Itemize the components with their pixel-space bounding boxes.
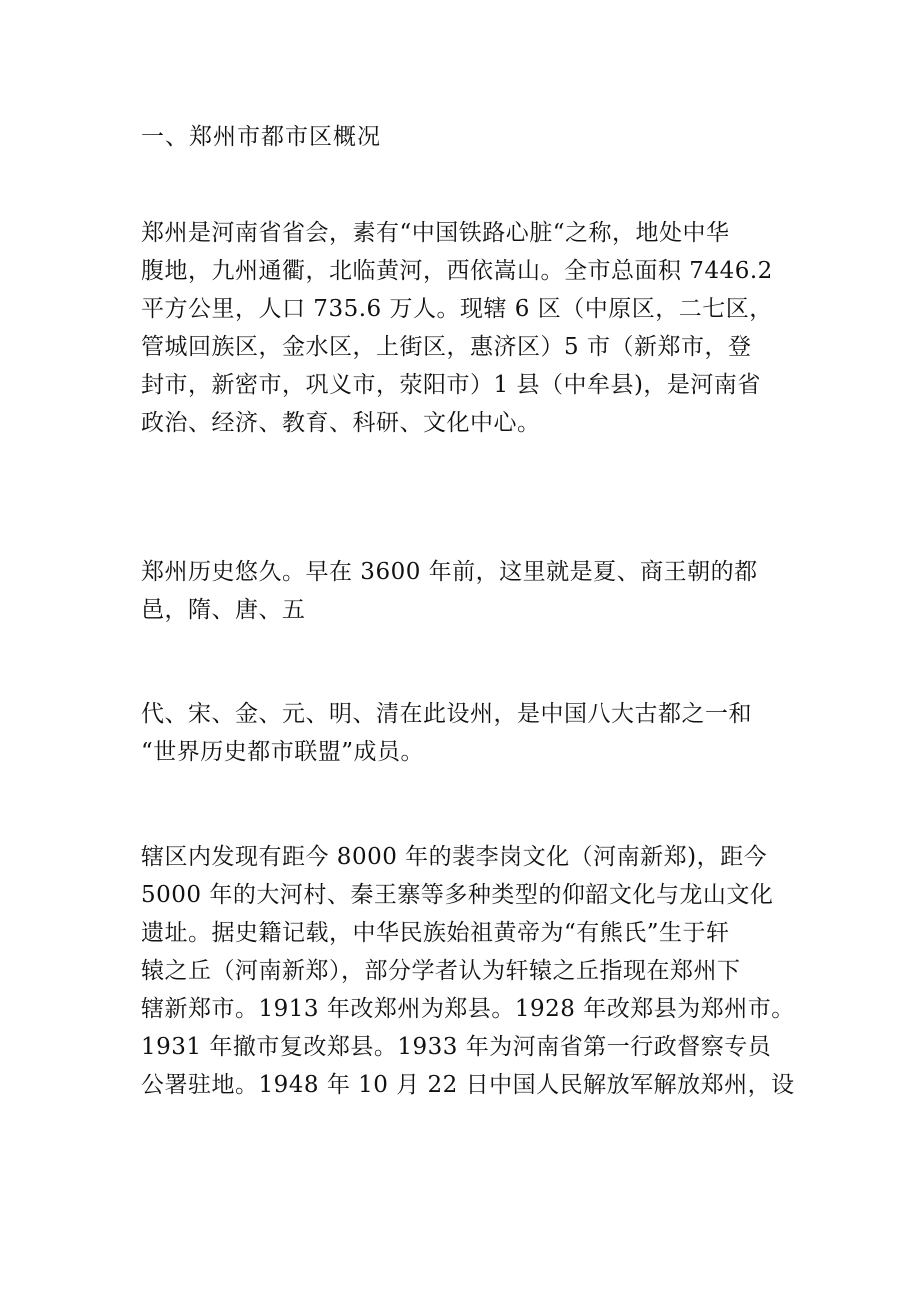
paragraph-line: 代、宋、金、元、明、清在此设州，是中国八大古都之一和 <box>141 701 752 727</box>
paragraph-overview <box>141 214 821 442</box>
section-heading: 一、郑州市都市区概况 <box>141 124 381 150</box>
paragraph-line: 封市，新密市，巩义市，荥阳市）1 县（中牟县)，是河南省 <box>141 372 761 398</box>
paragraph-line: 管城回族区，金水区，上街区，惠济区）5 市（新郑市，登 <box>141 334 752 360</box>
paragraph-line: 郑州历史悠久。早在 3600 年前，这里就是夏、商王朝的都 <box>141 559 758 585</box>
paragraph-history <box>141 553 821 629</box>
paragraph-line: 5000 年的大河村、秦王寨等多种类型的仰韶文化与龙山文化 <box>141 882 774 908</box>
paragraph-line: 辕之丘（河南新郑），部分学者认为轩辕之丘指现在郑州下 <box>141 958 741 984</box>
paragraph-line: “世界历史都市联盟”成员。 <box>141 739 425 765</box>
paragraph-line: 腹地，九州通衢，北临黄河，西依嵩山。全市总面积 7446.2 <box>141 258 773 284</box>
paragraph-line: 遗址。据史籍记载，中华民族始祖黄帝为“有熊氏”生于轩 <box>141 920 730 946</box>
paragraph-history-continued <box>141 695 821 771</box>
paragraph-line: 辖区内发现有距今 8000 年的裴李岗文化（河南新郑)，距今 <box>141 844 768 870</box>
paragraph-line: 辖新郑市。1913 年改郑州为郑县。1928 年改郑县为郑州市。 <box>141 996 795 1022</box>
paragraph-line: 公署驻地。1948 年 10 月 22 日中国人民解放军解放郑州，设 <box>141 1072 795 1098</box>
paragraph-line: 政治、经济、教育、科研、文化中心。 <box>141 410 541 436</box>
paragraph-line: 郑州是河南省省会，素有“中国铁路心脏“之称，地处中华 <box>141 220 730 246</box>
paragraph-line: 邑，隋、唐、五 <box>141 597 306 623</box>
paragraph-line: 平方公里，人口 735.6 万人。现辖 6 区（中原区，二七区， <box>141 296 773 322</box>
paragraph-line: 1931 年撤市复改郑县。1933 年为河南省第一行政督察专员 <box>141 1034 772 1060</box>
paragraph-archaeology <box>141 838 821 1104</box>
